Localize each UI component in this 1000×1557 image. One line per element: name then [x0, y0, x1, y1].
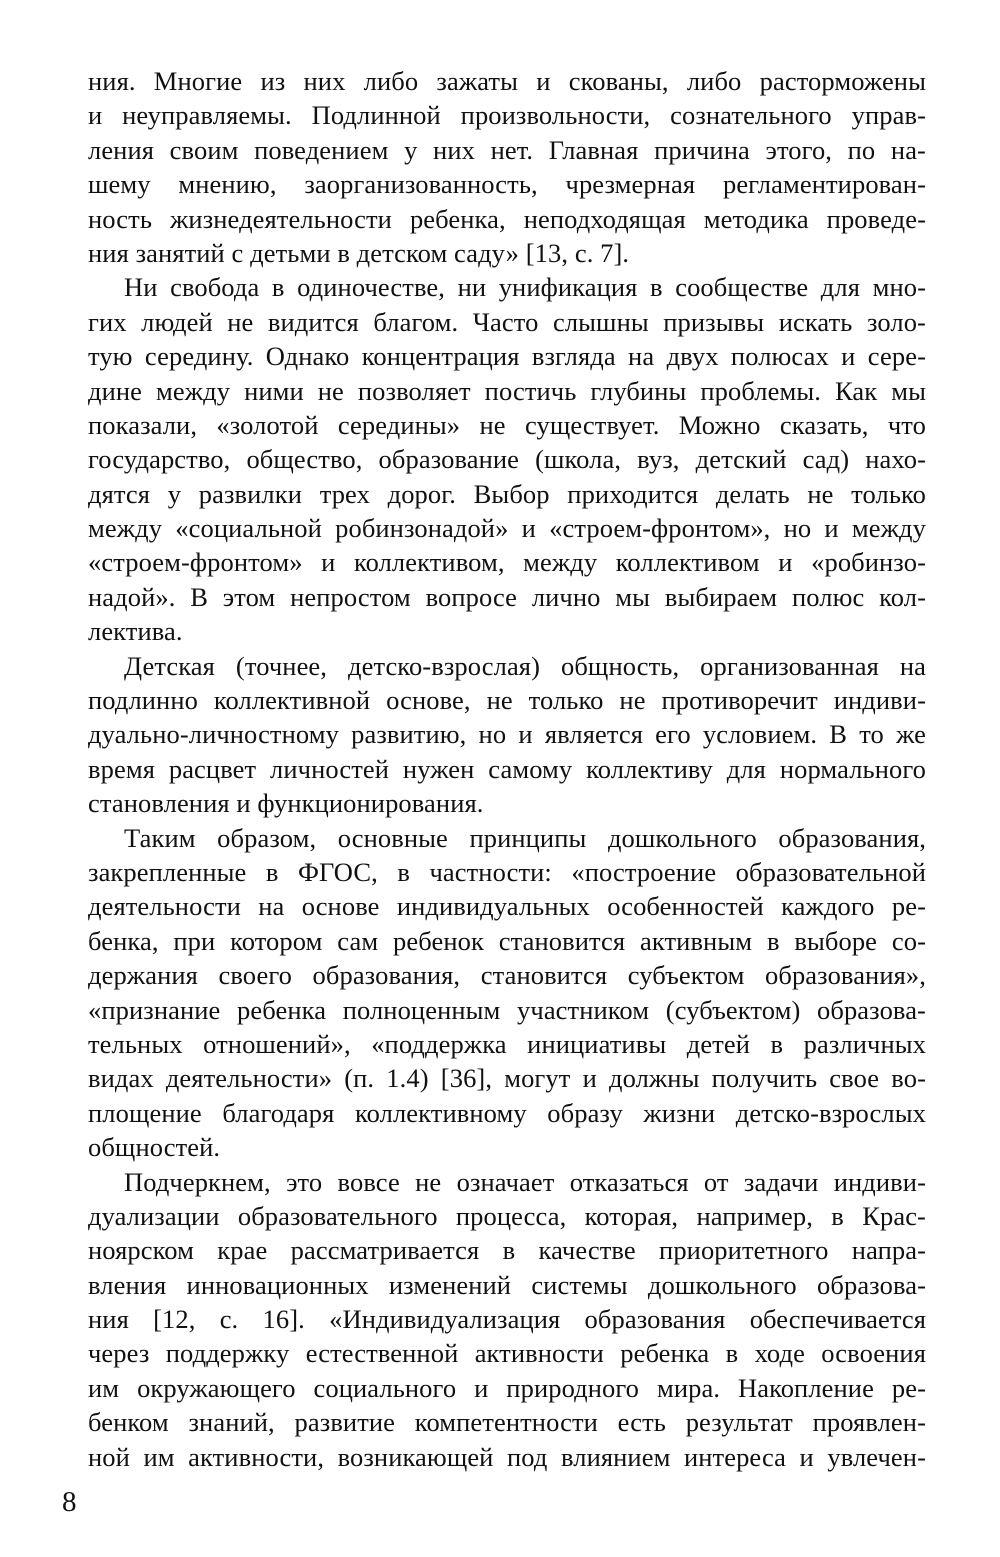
text-line: видах деятельности» (п. 1.4) [36], могут и должны получить свое во-: [88, 1063, 926, 1094]
text-line: ной им активности, возникающей под влиянием интереса и увлечен-: [88, 1441, 926, 1472]
text-line: дине между ними не позволяет постичь глубины проблемы. Как мы: [88, 375, 926, 406]
text-line: деятельности на основе индивидуальных особенностей каждого ре-: [88, 891, 926, 922]
text-line: «строем-фронтом» и коллективом, между коллективом и «робинзо-: [88, 547, 926, 578]
text-line: тую середину. Однако концентрация взгляда на двух полюсах и сере-: [88, 341, 926, 372]
text-line: вления инновационных изменений системы дошкольного образова-: [88, 1269, 926, 1300]
text-line: общностей.: [88, 1132, 221, 1163]
paragraph: [88, 270, 926, 648]
paragraph: [88, 649, 926, 821]
text-line: ния. Многие из них либо зажаты и скованы, либо расторможены: [88, 66, 926, 96]
paragraph: [88, 1165, 926, 1475]
document-body: [88, 64, 926, 1474]
text-line: дуализации образовательного процесса, которая, например, в Крас-: [88, 1200, 926, 1231]
text-line: гих людей не видится благом. Часто слышны призывы искать золо-: [88, 306, 926, 337]
text-line: ления своим поведением у них нет. Главная причина этого, по на-: [88, 134, 926, 165]
paragraph: [88, 821, 926, 1165]
text-line: государство, общество, образование (школа, вуз, детский сад) нахо-: [88, 444, 926, 475]
text-line: «признание ребенка полноценным участником (субъектом) образова-: [88, 994, 926, 1025]
text-line: тельных отношений», «поддержка инициативы детей в различных: [88, 1028, 926, 1059]
text-line: дуально-личностному развитию, но и является его условием. В то же: [88, 719, 926, 750]
text-line: ность жизнедеятельности ребенка, неподходящая методика проведе-: [88, 203, 926, 234]
text-line: Подчеркнем, это вовсе не означает отказаться от задачи индиви-: [124, 1166, 926, 1197]
text-line: становления и функционирования.: [88, 788, 484, 819]
text-line: им окружающего социального и природного мира. Накопление ре-: [88, 1372, 926, 1403]
text-line: шему мнению, заорганизованность, чрезмерная регламентирован-: [88, 169, 926, 200]
text-line: лектива.: [88, 616, 183, 647]
text-line: ноярском крае рассматривается в качестве приоритетного напра-: [88, 1235, 926, 1266]
text-line: площение благодаря коллективному образу жизни детско-взрослых: [88, 1097, 926, 1128]
text-line: бенком знаний, развитие компетентности есть результат проявлен-: [88, 1407, 926, 1438]
text-line: ния [12, с. 16]. «Индивидуализация образования обеспечивается: [88, 1304, 926, 1335]
text-line: подлинно коллективной основе, не только не противоречит индиви-: [88, 685, 926, 716]
text-line: Таким образом, основные принципы дошкольного образования,: [124, 822, 926, 853]
text-line: закрепленные в ФГОС, в частности: «построение образовательной: [88, 856, 926, 887]
text-line: и неуправляемы. Подлинной произвольности, сознательного управ-: [88, 100, 926, 131]
text-line: Ни свобода в одиночестве, ни унификация в сообществе для мно-: [124, 272, 926, 303]
paragraph: [88, 64, 926, 270]
page-number: 8: [62, 1486, 77, 1518]
text-line: держания своего образования, становится субъектом образования»,: [88, 960, 926, 991]
text-line: время расцвет личностей нужен самому коллективу для нормального: [88, 753, 926, 784]
text-line: надой». В этом непростом вопросе лично мы выбираем полюс кол-: [88, 581, 926, 612]
text-line: ния занятий с детьми в детском саду» [13, с. 7].: [88, 237, 630, 268]
text-line: между «социальной робинзонадой» и «строем-фронтом», но и между: [88, 513, 926, 544]
text-line: показали, «золотой середины» не существует. Можно сказать, что: [88, 409, 926, 440]
text-line: дятся у развилки трех дорог. Выбор приходится делать не только: [88, 478, 926, 509]
text-line: бенка, при котором сам ребенок становится активным в выборе со-: [88, 925, 926, 956]
text-line: Детская (точнее, детско-взрослая) общность, организованная на: [124, 650, 926, 681]
text-line: через поддержку естественной активности ребенка в ходе освоения: [88, 1338, 926, 1369]
